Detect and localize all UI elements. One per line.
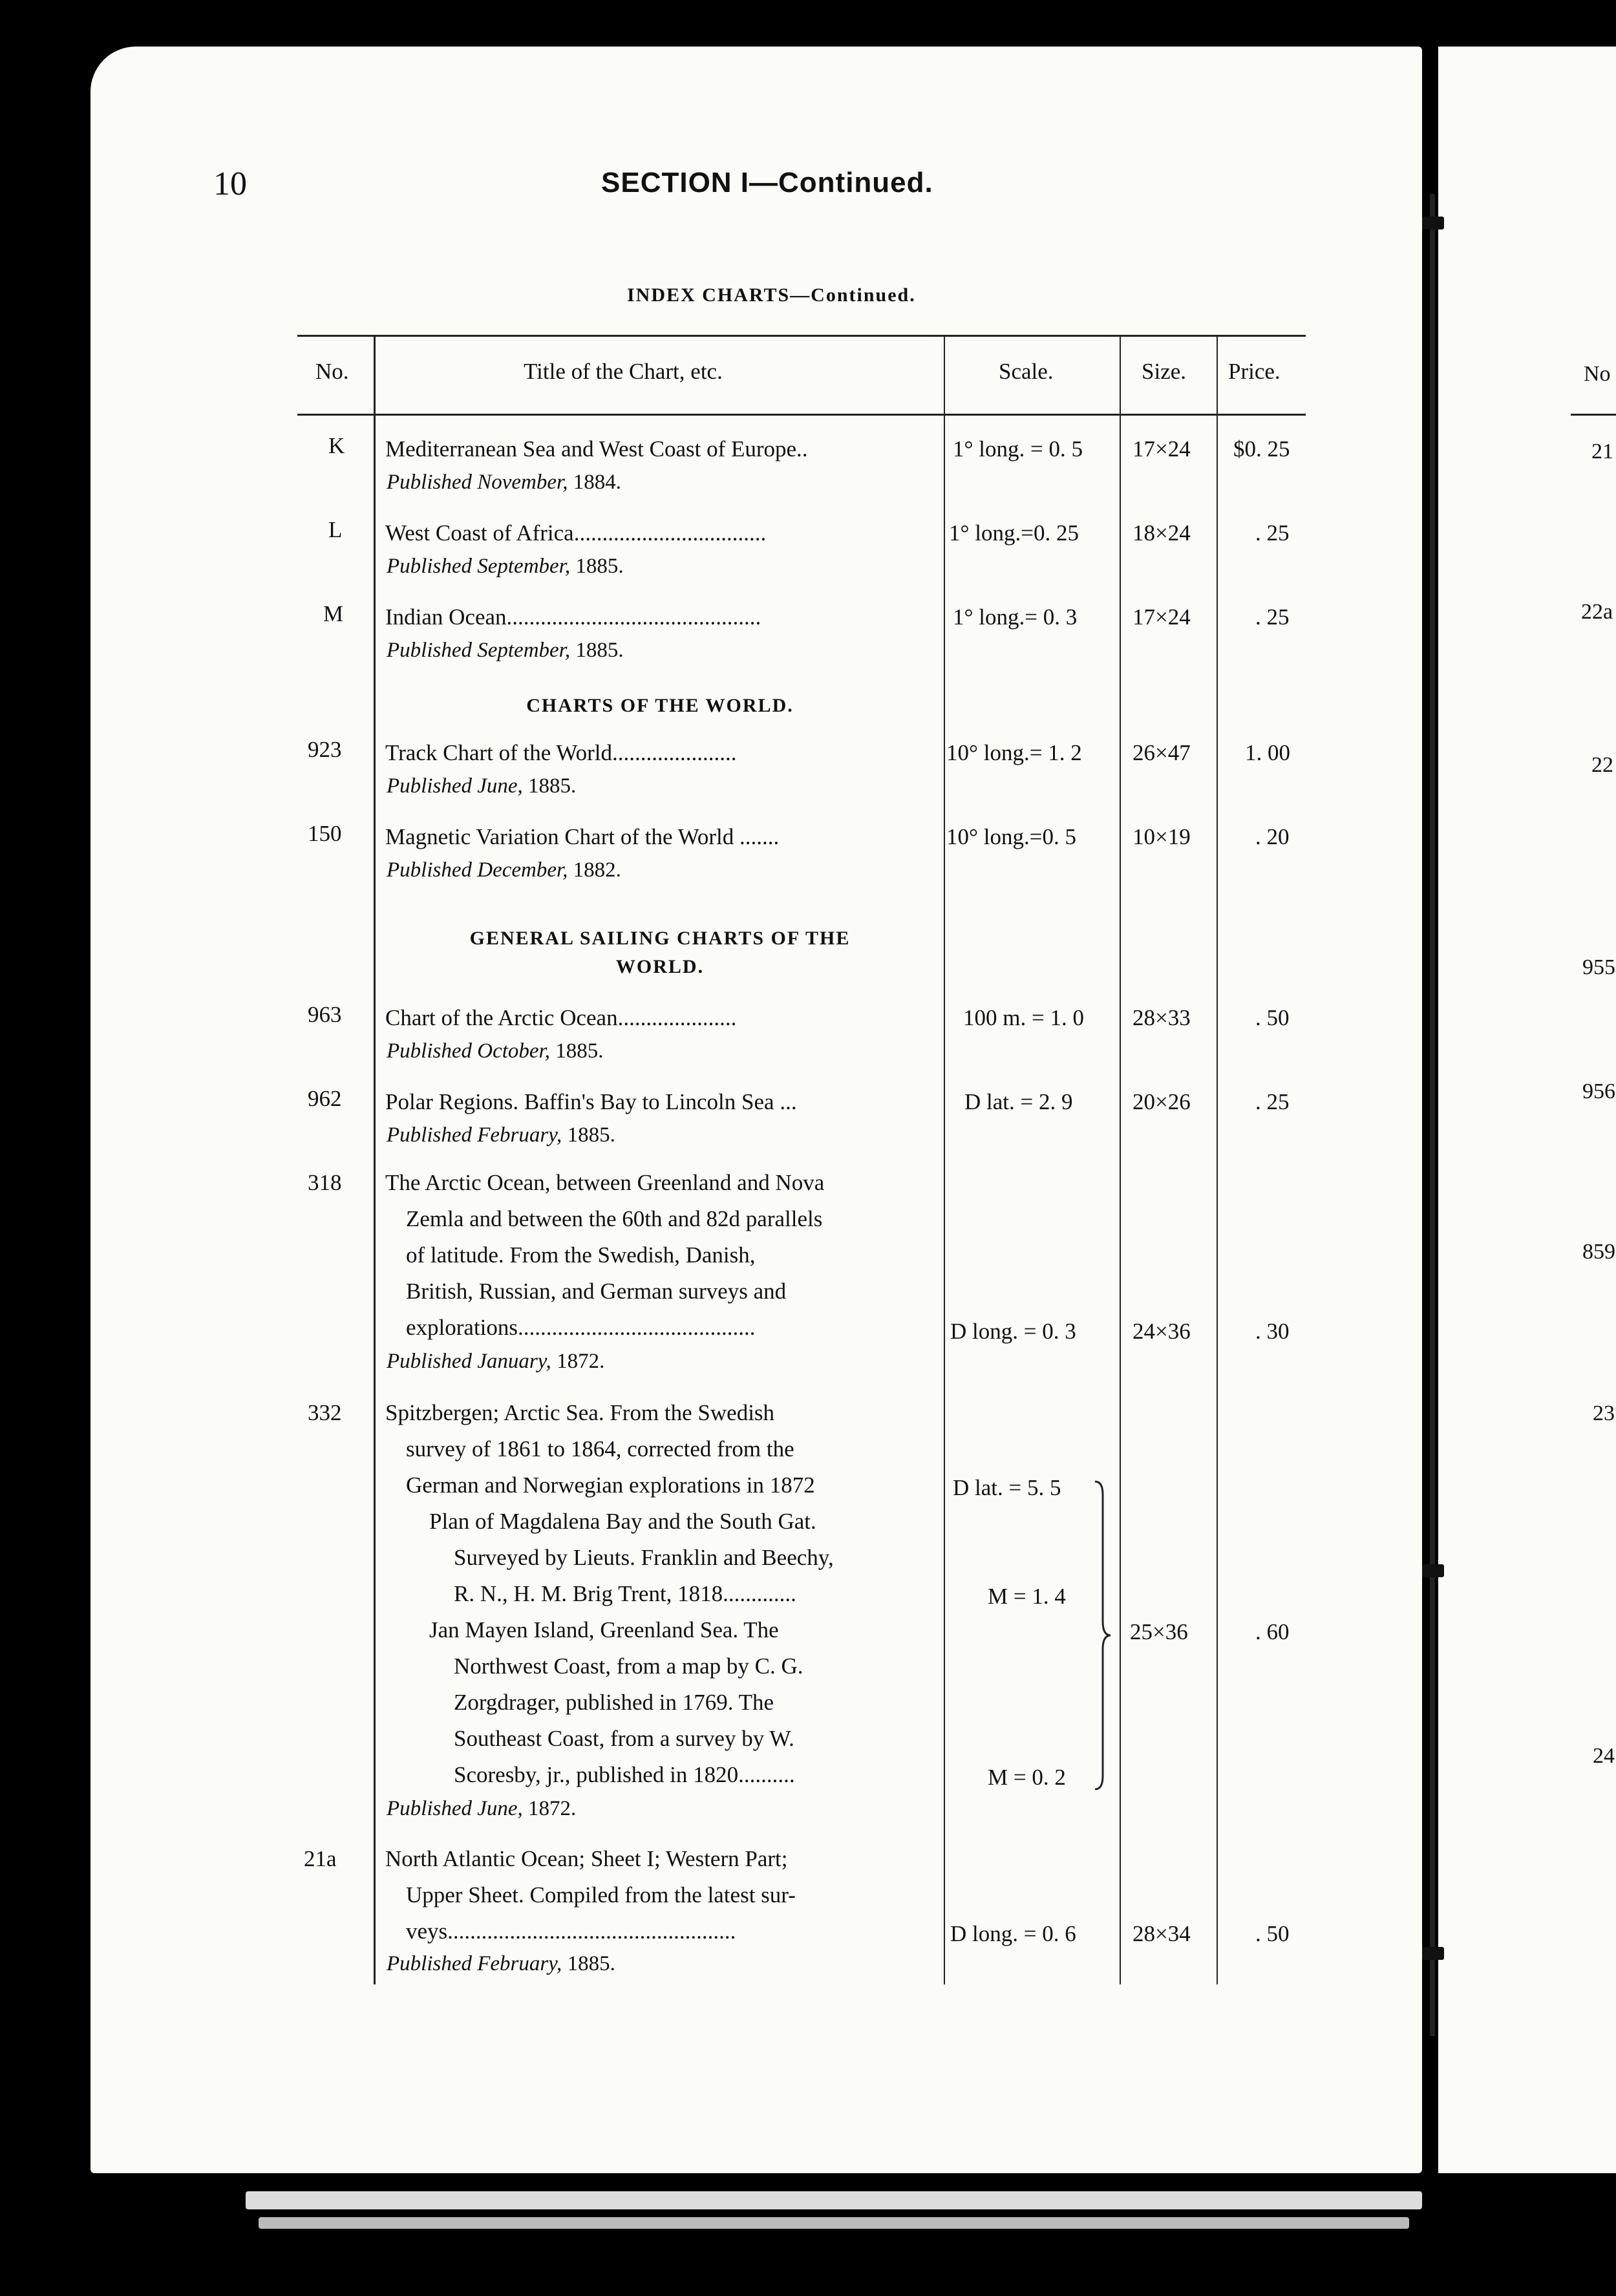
row-no: 923 xyxy=(308,737,342,762)
row-price: . 25 xyxy=(1255,604,1290,630)
row-price: . 25 xyxy=(1255,520,1290,546)
column-rule xyxy=(1217,335,1218,1984)
heading-charts-of-the-world: CHARTS OF THE WORLD. xyxy=(526,695,794,716)
row-title: Polar Regions. Baffin's Bay to Lincoln Sea ... xyxy=(385,1089,797,1114)
row-published: Published January, 1872. xyxy=(387,1350,605,1373)
table-header-rule xyxy=(297,414,1306,416)
row-scale: 1° long.= 0. 3 xyxy=(953,604,1078,630)
row-published: Published November, 1884. xyxy=(387,471,621,494)
row-price: . 50 xyxy=(1255,1005,1290,1030)
row-no: 318 xyxy=(308,1170,342,1195)
row-size: 18×24 xyxy=(1132,520,1191,546)
row-no: 962 xyxy=(308,1086,342,1111)
col-header-price: Price. xyxy=(1228,359,1281,384)
row-price: . 20 xyxy=(1255,824,1290,849)
row-title: The Arctic Ocean, between Greenland and Nova Zemla and between the 60th and 82d parallels of latitude. From the Swedish, Danish, British, Russian, and German surveys and explorations.......................................... xyxy=(385,1170,825,1340)
binding-clip xyxy=(1422,217,1444,229)
right-page-number: 955 xyxy=(1582,955,1615,979)
right-page-number: 22a xyxy=(1581,600,1613,624)
row-no: M xyxy=(323,601,344,626)
col-header-title: Title of the Chart, etc. xyxy=(524,359,723,384)
row-title: West Coast of Africa.................................. xyxy=(385,520,767,546)
row-published: Published February, 1885. xyxy=(387,1952,615,1975)
row-scale: M = 1. 4 xyxy=(988,1584,1066,1609)
row-size: 28×33 xyxy=(1132,1005,1191,1030)
row-published: Published December, 1882. xyxy=(387,858,621,882)
row-published: Published October, 1885. xyxy=(387,1039,604,1063)
right-page-number: 21 xyxy=(1591,440,1613,463)
right-page-rule xyxy=(1571,414,1616,416)
row-published: Published September, 1885. xyxy=(387,555,624,578)
row-scale: M = 0. 2 xyxy=(988,1765,1066,1790)
row-scale: 1° long. = 0. 5 xyxy=(953,436,1083,462)
row-no: 332 xyxy=(308,1400,342,1425)
row-price: . 25 xyxy=(1255,1089,1290,1114)
row-scale: 1° long.=0. 25 xyxy=(949,520,1079,546)
page-spine xyxy=(1430,194,1435,2036)
table-top-rule xyxy=(297,335,1306,337)
right-page-number: 22 xyxy=(1591,753,1613,777)
row-no: K xyxy=(328,433,345,458)
row-title: Spitzbergen; Arctic Sea. From the Swedish survey of 1861 to 1864, corrected from the German and Norwegian explorations in 1872 Plan of Magdalena Bay and the South Gat. Surveyed by Lieuts. Franklin and Beechy, R. N., H. M. Brig Trent, 1818............. Jan Mayen Island, Greenland Sea. The Northwest Coast, from a map by C. G. Zorgdrager, published in 1769. The Southeast Coast, from a survey by W. Scoresby, jr., published in 1820.......... xyxy=(385,1400,834,1787)
col-header-scale: Scale. xyxy=(999,359,1054,384)
row-published: Published June, 1885. xyxy=(387,774,577,798)
right-page-number: 23 xyxy=(1593,1401,1615,1425)
section-title: SECTION I—Continued. xyxy=(601,167,933,198)
row-size: 17×24 xyxy=(1132,604,1191,630)
row-price: . 60 xyxy=(1255,1619,1290,1644)
row-size: 17×24 xyxy=(1132,436,1191,462)
row-title: Track Chart of the World...................... xyxy=(385,740,737,765)
row-title: Magnetic Variation Chart of the World ....... xyxy=(385,824,780,849)
page-edge xyxy=(246,2191,1422,2209)
row-no: 963 xyxy=(308,1002,342,1027)
row-size: 25×36 xyxy=(1130,1619,1188,1644)
row-price: 1. 00 xyxy=(1245,740,1290,765)
binding-clip xyxy=(1422,1947,1444,1960)
col-header-no: No. xyxy=(315,359,349,384)
row-title: Indian Ocean............................................. xyxy=(385,604,761,630)
heading-general-sailing-charts: GENERAL SAILING CHARTS OF THE WORLD. xyxy=(469,928,851,977)
row-scale: D long. = 0. 6 xyxy=(950,1921,1076,1946)
row-published: Published June, 1872. xyxy=(387,1797,577,1820)
row-title: Chart of the Arctic Ocean..................... xyxy=(385,1005,737,1030)
row-no: 21a xyxy=(304,1846,337,1871)
row-size: 28×34 xyxy=(1132,1921,1191,1946)
row-published: Published February, 1885. xyxy=(387,1123,615,1147)
column-rule xyxy=(374,335,376,1984)
row-scale: D lat. = 2. 9 xyxy=(964,1089,1073,1114)
row-scale: 10° long.= 1. 2 xyxy=(946,740,1082,765)
row-scale: D long. = 0. 3 xyxy=(950,1319,1076,1344)
page-number: 10 xyxy=(213,165,247,202)
row-price: $0. 25 xyxy=(1233,436,1290,462)
row-size: 26×47 xyxy=(1132,740,1191,765)
right-page-header: No xyxy=(1584,362,1611,386)
col-header-size: Size. xyxy=(1142,359,1187,384)
row-no: L xyxy=(328,517,343,542)
right-page-number: 956 xyxy=(1582,1079,1615,1103)
row-price: . 30 xyxy=(1255,1319,1290,1344)
row-size: 10×19 xyxy=(1132,824,1191,849)
row-scale: D lat. = 5. 5 xyxy=(953,1475,1061,1500)
row-price: . 50 xyxy=(1255,1921,1290,1946)
right-page-number: 24 xyxy=(1593,1744,1615,1768)
row-size: 24×36 xyxy=(1132,1319,1191,1344)
brace-icon xyxy=(1092,1479,1112,1792)
right-page-number: 859 xyxy=(1582,1240,1615,1264)
row-scale: 100 m. = 1. 0 xyxy=(963,1005,1084,1030)
row-scale: 10° long.=0. 5 xyxy=(946,824,1076,849)
column-rule xyxy=(944,335,945,1984)
subsection-title: INDEX CHARTS—Continued. xyxy=(627,284,916,306)
page-edge xyxy=(259,2217,1409,2229)
row-no: 150 xyxy=(308,821,342,846)
row-size: 20×26 xyxy=(1132,1089,1191,1114)
row-title: North Atlantic Ocean; Sheet I; Western Part; Upper Sheet. Compiled from the latest sur- veys................................................... xyxy=(385,1846,796,1944)
binding-clip xyxy=(1422,1564,1444,1577)
column-rule xyxy=(1120,335,1121,1984)
row-title: Mediterranean Sea and West Coast of Europe.. xyxy=(385,436,808,462)
row-published: Published September, 1885. xyxy=(387,639,624,662)
